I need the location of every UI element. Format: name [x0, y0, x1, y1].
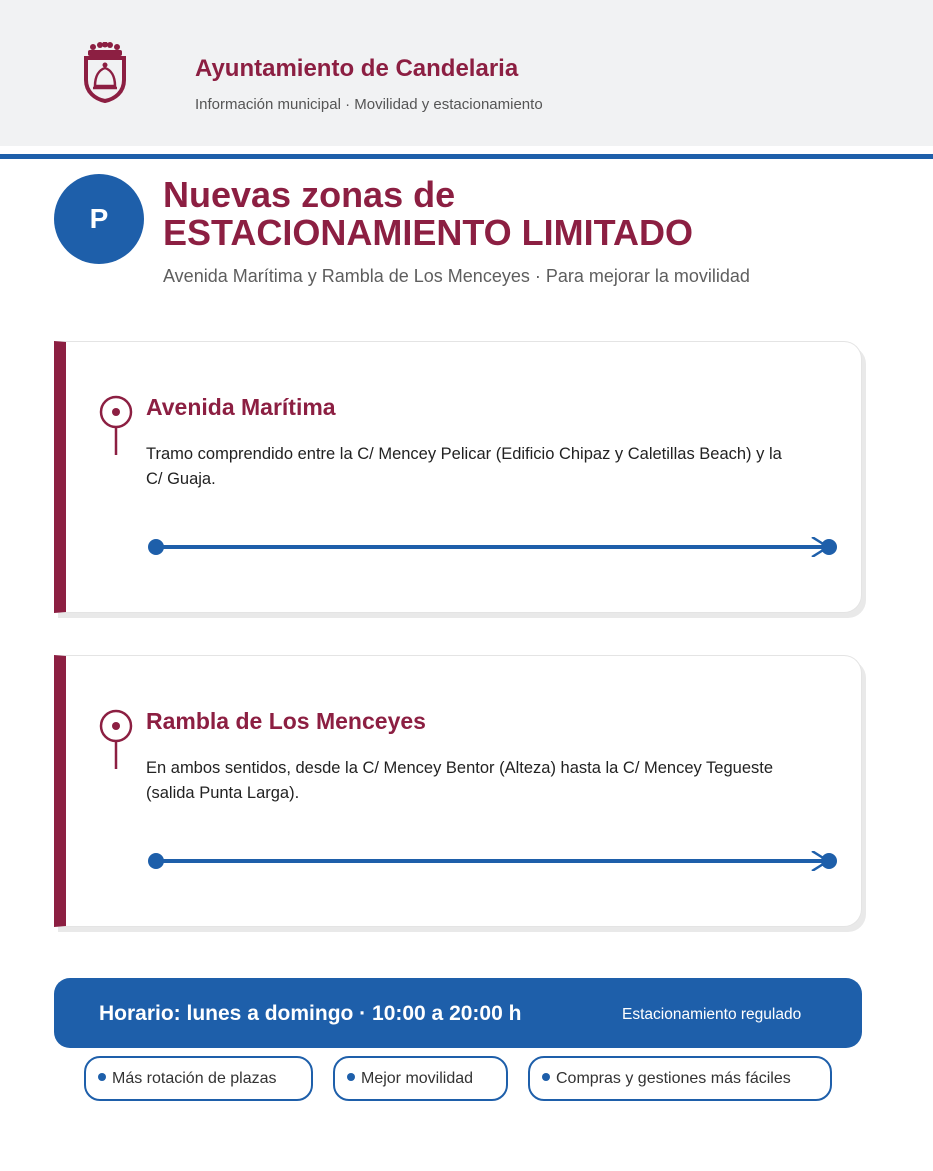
parking-badge: P [54, 174, 144, 264]
title-line-2: ESTACIONAMIENTO LIMITADO [163, 212, 693, 253]
hours-text: Horario: lunes a domingo · 10:00 a 20:00 h [99, 1002, 522, 1025]
bullet-dot-icon [542, 1073, 550, 1081]
header-divider [0, 154, 933, 159]
location-pin-icon [96, 392, 136, 458]
hours-note: Estacionamiento regulado [622, 1006, 802, 1023]
zone-description: En ambos sentidos, desde la C/ Mencey Bentor (Alteza) hasta la C/ Mencey Tegueste (salida Punta Larga). [146, 759, 774, 802]
bullet-dot-icon [347, 1073, 355, 1081]
benefit-label: Compras y gestiones más fáciles [556, 1069, 791, 1087]
zone-card-avenida-maritima [54, 341, 862, 613]
municipal-crest-icon [82, 42, 128, 104]
benefit-pill-shopping [528, 1056, 832, 1101]
org-name: Ayuntamiento de Candelaria [195, 55, 519, 82]
zone-title: Avenida Marítima [146, 394, 336, 420]
page-title [163, 176, 693, 252]
header [0, 0, 933, 146]
bullet-dot-icon [98, 1073, 106, 1081]
zone-title: Rambla de Los Menceyes [146, 708, 426, 734]
zone-description: Tramo comprendido entre la C/ Mencey Pelicar (Edificio Chipaz y Caletillas Beach) y la C/ Guaja. [146, 445, 782, 488]
location-pin-icon [96, 706, 136, 772]
zone-card-rambla-menceyes [54, 655, 862, 927]
org-subtitle: Información municipal · Movilidad y estacionamiento [195, 96, 543, 113]
title-line-1: Nuevas zonas de [163, 174, 456, 215]
route-arrow-icon [144, 537, 844, 557]
benefit-label: Mejor movilidad [361, 1069, 474, 1087]
benefit-pill-mobility [333, 1056, 508, 1101]
route-arrow-icon [144, 851, 844, 871]
benefit-pill-rotation [84, 1056, 313, 1101]
benefit-label: Más rotación de plazas [112, 1069, 277, 1087]
page-subtitle: Avenida Marítima y Rambla de Los Menceyes · Para mejorar la movilidad [163, 266, 750, 286]
hours-banner [54, 978, 862, 1048]
